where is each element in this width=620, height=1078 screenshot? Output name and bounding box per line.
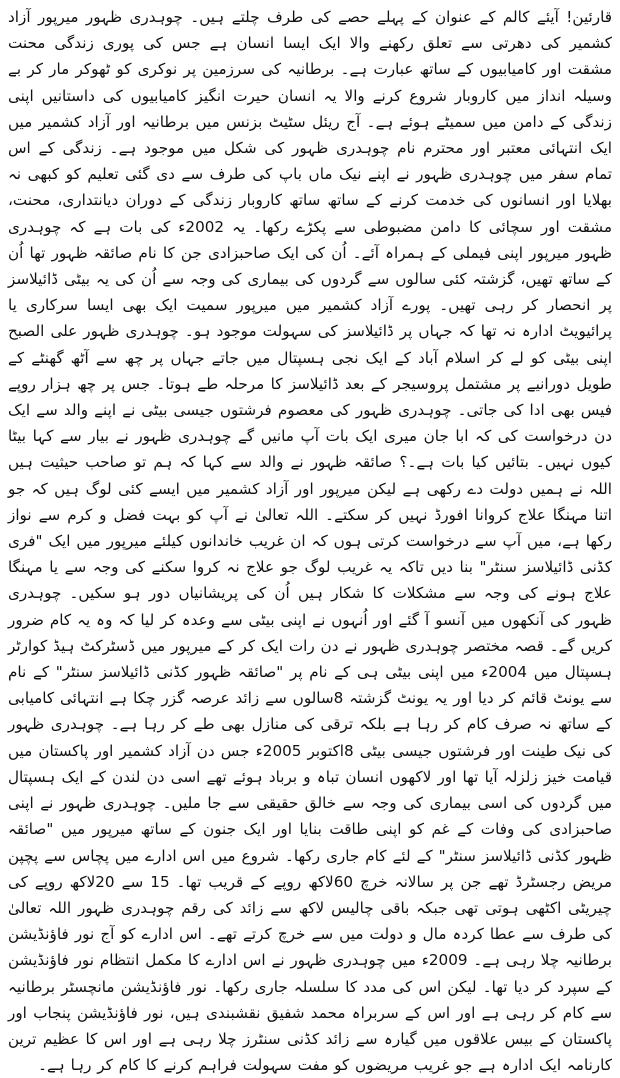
article-paragraph: قارئین! آیئے کالم کے عنوان کے پہلے حصے کی طرف چلتے ہیں۔ چوہدری ظہور میرپور آزاد کشمیر کی دھرتی سے تعلق رکھنے والا ایک ایسا انسان ہے جس کی پوری زندگی محنت مشقت اور کامیابیوں کے ساتھ عبارت ہے۔ برطانیہ کی سرزمین پر نوکری کو ٹھوکر مار کر بے وسیلہ انداز میں کاروبار شروع کرنے والا یہ انسان حیرت انگیز کامیابیوں کی داستانیں اپنی زندگی کے دامن میں سمیٹے ہوئے ہے۔ آج ریئل سٹیٹ بزنس میں برطانیہ اور آزاد کشمیر میں ایک انتہائی معتبر اور محترم نام چوہدری ظہور کی شکل میں موجود ہے۔ زندگی کے اس تمام سفر میں چوہدری ظہور نے اپنے نیک ماں باپ کی طرف سے دی گئی تعلیم کو کبھی نہ بھلایا اور انسانوں کی خدمت کرنے کے ساتھ ساتھ کاروبار زندگی کے دوران دیانتداری، محنت، مشقت اور سچائی کا دامن مضبوطی سے پکڑے رکھا۔ یہ 2002ء کی بات ہے کہ چوہدری ظہور میرپور اپنی فیملی کے ہمراہ آئے۔ اُن کی ایک صاحبزادی جن کا نام صائقہ ظہور تھا اُن کے ساتھ تھیں، گزشتہ کئی سالوں سے گردوں کی بیماری کی وجہ سے اُن کی یہ بیٹی ڈائیلاسز پر انحصار کر رہی تھیں۔ پورے آزاد کشمیر میں میرپور سمیت ایک بھی ایسا سرکاری یا پرائیویٹ ادارہ نہ تھا کہ جہاں پر ڈائیلاسز کی سہولت موجود ہو۔ چوہدری ظہور علی الصبح اپنی بیٹی کو لے کر اسلام آباد کے ایک نجی ہسپتال میں جاتے جہاں پر چھ سے آٹھ گھنٹے کے طویل دورانیے پر مشتمل پروسیجر کے بعد ڈائیلاسز کا مرحلہ طے ہوتا۔ جس پر چھ ہزار روپے فیس بھی ادا کی جاتی۔ چوہدری ظہور کی معصوم فرشتوں جیسی بیٹی نے اپنے والد سے ایک دن درخواست کی کہ ابا جان میری ایک بات آپ مانیں گے چوہدری ظہور نے بیار سے کہا بیٹا کیوں نہیں۔ بتائیں کیا بات ہے۔؟ صائقہ ظہور نے والد سے کہا کہ ہم تو صاحب حیثیت ہیں اللہ نے ہمیں دولت دے رکھی ہے لیکن میرپور اور آزاد کشمیر میں ایسے کئی لوگ ہیں کہ جو اتنا مہنگا علاج کروانا افورڈ نہیں کر سکتے۔ اللہ تعالیٰ نے آپ کو بہت فضل و کرم سے نواز رکھا ہے، میں آپ سے درخواست کرتی ہوں کہ ان غریب خاندانوں کیلئے میرپور میں ایک "فری کڈنی ڈائیلاسز سنٹر" بنا دیں تاکہ یہ غریب لوگ جو علاج نہ کروا سکنے کی وجہ سے یا مہنگا علاج ہونے کی وجہ سے مشکلات کا شکار ہیں اُن کی پریشانیاں دور ہو سکیں۔ چوہدری ظہور کی آنکھوں میں آنسو آ گئے اور اُنہوں نے اپنی بیٹی سے وعدہ کر لیا کہ وہ یہ کام ضرور کریں گے۔ قصہ مختصر چوہدری ظہور نے دن رات ایک کر کے میرپور میں ڈسٹرکٹ ہیڈ کوارٹر ہسپتال میں 2004ء میں اپنی بیٹی ہی کے نام پر "صائقہ ظہور کڈنی ڈائیلاسز سنٹر" کے نام سے یونٹ قائم کر دیا اور یہ یونٹ گزشتہ 8سالوں سے زائد عرصہ گزر چکا ہے انتہائی کامیابی کے ساتھ نہ صرف کام کر رہا ہے بلکہ ترقی کی منازل بھی طے کر رہا ہے۔ چوہدری ظہور کی نیک طینت اور فرشتوں جیسی بیٹی 8اکتوبر 2005ء جس دن آزاد کشمیر اور پاکستان میں قیامت خیز زلزلہ آیا تھا اور لاکھوں انسان تباہ و برباد ہوئے تھے اسی دن لندن کے ایک ہسپتال میں گردوں کی اسی بیماری کی وجہ سے خالق حقیقی سے جا ملیں۔ چوہدری ظہور نے اپنی صاحبزادی کی وفات کے غم کو اپنی طاقت بنایا اور ایک جنون کے ساتھ میرپور میں "صائقہ ظہور کڈنی ڈائیلاسز سنٹر" کے لئے کام جاری رکھا۔ شروع میں اس ادارے میں پچاس سے پچپن مریض رجسٹرڈ تھے جن پر سالانہ خرچ 60لاکھ روپے کے قریب تھا۔ 15 سے 20لاکھ روپے کی چیریٹی اکٹھی ہوتی تھی جبکہ باقی چالیس لاکھ سے زائد کی رقم چوہدری ظہور اللہ تعالیٰ کی طرف سے عطا کردہ مال و دولت میں سے خرچ کرتے تھے۔ اس ادارے کو آج نور فاؤنڈیشن برطانیہ چلا رہی ہے۔ 2009ء میں چوہدری ظہور نے اس ادارے کا مکمل انتظام نور فاؤنڈیشن کے سپرد کر دیا تھا۔ لیکن اس کی مدد کا سلسلہ جاری رکھا۔ نور فاؤنڈیشن مانچسٹر برطانیہ سے کام کر رہی ہے اور اس کے سربراہ محمد شفیق نقشبندی ہیں، نور فاؤنڈیشن پنجاب اور پاکستان کے بیس علاقوں میں گیارہ سے زائد کڈنی سنٹرز چلا رہی ہے اور اس کا عظیم ترین کارنامہ ایک ادارہ ہے جو غریب مریضوں کو مفت سہولت فراہم کرنے کا کام کر رہا ہے۔ — [8, 8, 613, 1075]
